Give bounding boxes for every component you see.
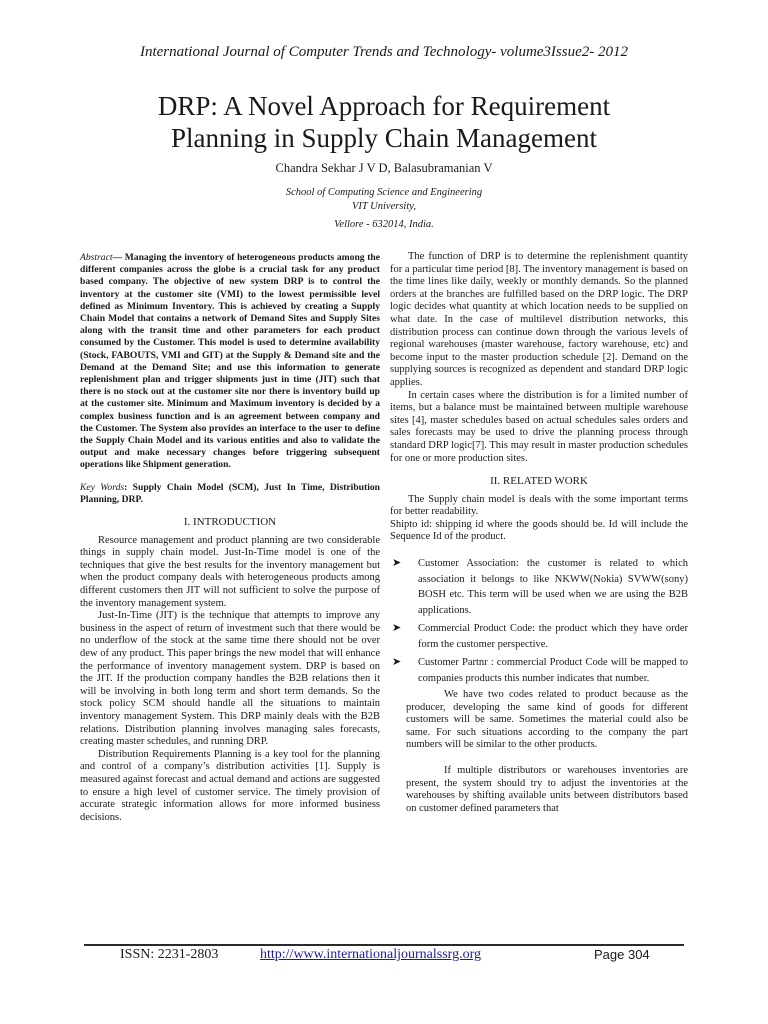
authors: Chandra Sekhar J V D, Balasubramanian V bbox=[275, 161, 493, 175]
right-column bbox=[390, 251, 688, 815]
keywords-text: : Supply Chain Model (SCM), Just In Time, Distribution Planning, DRP bbox=[80, 481, 380, 505]
distribution-cases-paragraph: In certain cases where the distribution is for a limited number of items, but a balance must be maintained between multiple warehouse sites [4], master schedules based on actual schedules sales orders and sales forecasts may be used to drive the planning process through standard DRP logic[7]. This may result in master production schedules for one or more production sites. bbox=[390, 389, 688, 464]
list-item-text: Customer Partnr : commercial Product Code will be mapped to companies products this number indicates that number. bbox=[418, 657, 688, 684]
list-item-text: Customer Association: the customer is related to which association it belongs to like NKWW(Nokia) SVWW(sony) BOSH etc. This term will be used when we are using the B2B applications. bbox=[418, 558, 688, 616]
arrow-bullet-icon: ➤ bbox=[392, 656, 402, 669]
paper-title bbox=[0, 90, 768, 154]
abstract-text: Managing the inventory of heterogeneous products among the different companies across the globe is a crucial task for any product based company. The objective of new system DRP is to control the inventory at the customer site (VMI) to the lowest permissible level defined as Minimum Inventory. This is achieved by creating a Supply Chain Model that contains a network of Demand Sites and Supply Sites along with the transit time and other parameters for each product consumed by the Customer. This model is used to determine availability (Stock, FABOUTS, VMI and GIT) at the Supply & Demand site and the Demand at the Demand Site; and use this information to generate replenishment plan and trigger shipments just in time (JIT) such that there is no stock out at the customer site nor there is inventory build up at the customer site. Minimum and Maximum inventory is decided by a complex business function and is an agreement between company and the Customer. The System also provides an interface to the user to define the Supply Chain Model and its various entities and also to validate the output and make necessary changes before triggering subsequent operations like Shipment generation. bbox=[80, 252, 380, 471]
affiliation-location: Vellore - 632014, India. bbox=[334, 219, 434, 230]
title-line-2: Planning in Supply Chain Management bbox=[171, 123, 597, 153]
issn: ISSN: 2231-2803 bbox=[120, 947, 219, 962]
affiliation-school: School of Computing Science and Engineering bbox=[285, 187, 483, 198]
affiliation-university: VIT University, bbox=[352, 201, 416, 212]
section-heading-related-work: II. RELATED WORK bbox=[490, 475, 588, 488]
intro-paragraph-2: Just-In-Time (JIT) is the technique that attempts to improve any business in the aspect of return of investment such that there would be no underflow of the stock at the same time there should not be over dew of any product. This paper brings the new model that will enhance the performance of inventory management system. DRP is based on the JIT. If the production company handles the B2B relations then it will be involving in both long term and short term demands. So the stock policy SCM should handle all the situations to maintain inventory management System. This DRP mainly deals with the B2B relations. Distribution planning involves managing sales forecasts, creating master schedules, and running DRP. bbox=[80, 610, 380, 748]
abstract-dash: — bbox=[112, 252, 123, 263]
section-heading-introduction: I. INTRODUCTION bbox=[183, 516, 277, 529]
drp-function-paragraph: The function of DRP is to determine the replenishment quantity for a particular time period [8]. The inventory management is based on the time lines like daily, weekly or monthly demands. So the planned orders at the branches are fulfilled based on the DRP logic. The DRP logic decides what quantity at which location needs to be supplied on what date. In the case of multilevel distribution networks, this distribution process can continue down through the various levels of regional warehouses (master warehouse, factory warehouse, etc) and become input to the master production schedule [2]. Demand on the supplying sources is recognized as dependent and standard DRP logic applies. bbox=[390, 251, 688, 388]
footer-rule bbox=[84, 944, 684, 946]
intro-paragraph-1: Resource management and product planning are two considerable things in supply chain model. Just-In-Time model is one of the techniques that give the best results for the inventory management but when the product company deals with heterogeneous products among different customers then JIT will not sufficient to solve the purpose of the inventory management system. bbox=[80, 534, 380, 609]
term-list bbox=[390, 556, 688, 686]
product-codes-paragraph: We have two codes related to product because as the producer, developing the same kind of goods for different customers will be same. Sometimes the material could also be same. For such situations according to the company the part numbers will be similar to the other products. bbox=[406, 689, 688, 751]
journal-header: International Journal of Computer Trends and Technology- volume3Issue2- 2012 bbox=[139, 44, 629, 60]
left-column bbox=[80, 252, 380, 824]
page-number: Page 304 bbox=[594, 947, 650, 962]
related-paragraph-shipto: Shipto id: shipping id where the goods should be. Id will include the Sequence Id of the product. bbox=[390, 518, 688, 543]
journal-link[interactable]: http://www.internationaljournalssrg.org bbox=[260, 947, 481, 962]
list-item bbox=[390, 621, 688, 652]
title-line-1: DRP: A Novel Approach for Requirement bbox=[157, 91, 611, 121]
keywords-end: . bbox=[140, 493, 143, 505]
intro-paragraph-3: Distribution Requirements Planning is a key tool for the planning and control of a company’s distribution activities [1]. Supply is measured against forecast and actual demand and actions are suggested to ensure a high level of customer service. The timely provision of accurate strategic information allows for more informed business decisions. bbox=[80, 748, 380, 823]
page-footer bbox=[84, 947, 684, 967]
arrow-bullet-icon: ➤ bbox=[392, 557, 402, 570]
warehouse-paragraph: If multiple distributors or warehouses inventories are present, the system should try to adjust the inventories at the warehouses by shifting available units between distributors based on customer defined parameters that bbox=[406, 765, 688, 814]
abstract-label: Abstract bbox=[80, 252, 113, 263]
product-codes-block bbox=[390, 689, 688, 752]
affiliation bbox=[0, 186, 768, 232]
keywords bbox=[80, 482, 380, 506]
arrow-bullet-icon: ➤ bbox=[392, 622, 402, 635]
keywords-label: Key Words bbox=[80, 481, 125, 493]
warehouse-block bbox=[390, 765, 688, 815]
list-item-text: Commercial Product Code: the product which they have order form the customer perspective. bbox=[418, 623, 688, 650]
abstract bbox=[80, 252, 380, 472]
related-paragraph-1: The Supply chain model is deals with the some important terms for better readability. bbox=[390, 493, 688, 518]
list-item bbox=[390, 556, 688, 618]
list-item bbox=[390, 655, 688, 686]
paragraph-spacer bbox=[390, 752, 688, 765]
